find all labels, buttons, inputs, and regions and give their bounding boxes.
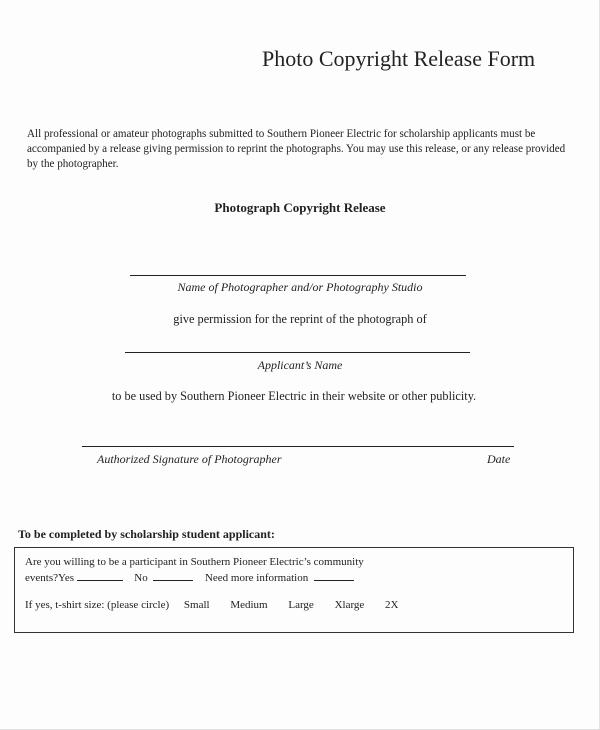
- intro-paragraph: All professional or amateur photographs submitted to Southern Pioneer Electric for scholarship applicants must be accompanied by a release giving permission to reprint the photographs. You may use this release, or any release provided by the photographer.: [27, 128, 566, 170]
- community-question-line1: Are you willing to be a participant in Southern Pioneer Electric’s community: [25, 556, 364, 568]
- tshirt-size-line: [25, 599, 399, 611]
- release-heading: Photograph Copyright Release: [214, 200, 386, 215]
- applicant-name-caption: Applicant’s Name: [257, 358, 343, 372]
- no-label: No: [134, 572, 148, 584]
- size-option-large[interactable]: Large: [288, 599, 314, 611]
- signature-caption: Authorized Signature of Photographer: [97, 452, 282, 466]
- no-blank[interactable]: [153, 571, 193, 581]
- signature-date-line[interactable]: [82, 446, 514, 447]
- student-info-box: [14, 547, 574, 633]
- tshirt-label: If yes, t-shirt size: (please circle): [25, 599, 170, 611]
- yes-blank[interactable]: [77, 571, 123, 581]
- permission-text: give permission for the reprint of the photograph of: [173, 312, 427, 326]
- photographer-name-line[interactable]: [130, 275, 466, 276]
- date-caption: Date: [487, 452, 511, 466]
- page-title: Photo Copyright Release Form: [262, 46, 536, 71]
- size-option-small[interactable]: Small: [183, 599, 210, 611]
- usage-text: to be used by Southern Pioneer Electric in their website or other publicity.: [111, 389, 477, 403]
- applicant-name-line[interactable]: [125, 352, 470, 353]
- photographer-name-caption: Name of Photographer and/or Photography Studio: [177, 280, 423, 294]
- need-more-label: Need more information: [204, 572, 309, 584]
- community-question-line2: [25, 571, 354, 584]
- size-option-2x[interactable]: 2X: [385, 599, 399, 611]
- size-option-medium[interactable]: Medium: [230, 599, 268, 611]
- size-option-xlarge[interactable]: Xlarge: [334, 599, 365, 611]
- need-more-blank[interactable]: [314, 571, 354, 581]
- student-section-heading: To be completed by scholarship student applicant:: [18, 527, 275, 541]
- yes-label: events?Yes: [25, 572, 74, 584]
